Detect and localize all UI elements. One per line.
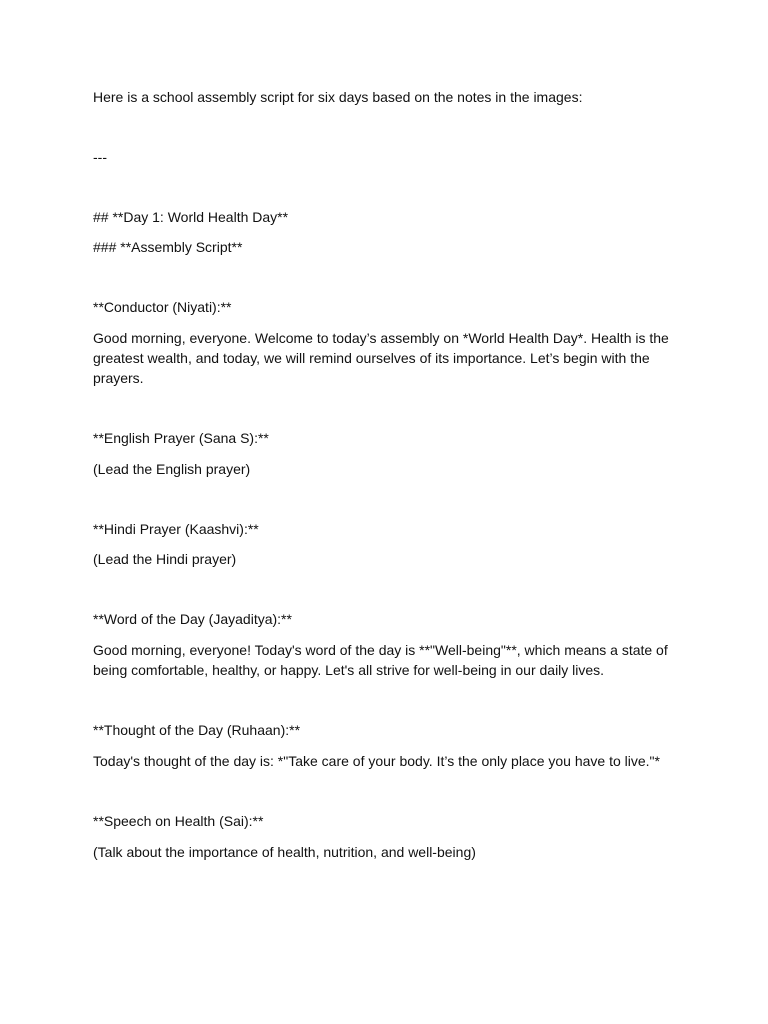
day-heading: ## **Day 1: World Health Day**: [93, 209, 289, 225]
intro-text: Here is a school assembly script for six days based on the notes in the images:: [93, 89, 583, 105]
section-text-word-of-day: Good morning, everyone! Today's word of the day is **"Well-being"**, which means a state of being comfortable, healthy, or happy. Let's all strive for well-being in our daily lives.: [93, 642, 672, 678]
section-text-english-prayer: (Lead the English prayer): [93, 461, 251, 477]
section-label-word-of-day: **Word of the Day (Jayaditya):**: [93, 611, 292, 627]
section-label-conductor: **Conductor (Niyati):**: [93, 299, 232, 315]
section-text-speech-health: (Talk about the importance of health, nutrition, and well-being): [93, 844, 476, 860]
section-label-speech-health: **Speech on Health (Sai):**: [93, 813, 264, 829]
section-text-hindi-prayer: (Lead the Hindi prayer): [93, 551, 237, 567]
section-label-english-prayer: **English Prayer (Sana S):**: [93, 430, 269, 446]
script-heading: ### **Assembly Script**: [93, 239, 243, 255]
section-label-thought-of-day: **Thought of the Day (Ruhaan):**: [93, 722, 301, 738]
section-text-thought-of-day: Today's thought of the day is: *"Take care of your body. It’s the only place you have to live."*: [93, 753, 660, 769]
section-text-conductor: Good morning, everyone. Welcome to today’s assembly on *World Health Day*. Health is the greatest wealth, and today, we will remind ourselves of its importance. Let’s begin with the prayers.: [93, 330, 673, 386]
section-label-hindi-prayer: **Hindi Prayer (Kaashvi):**: [93, 521, 259, 537]
separator: ---: [93, 149, 107, 165]
